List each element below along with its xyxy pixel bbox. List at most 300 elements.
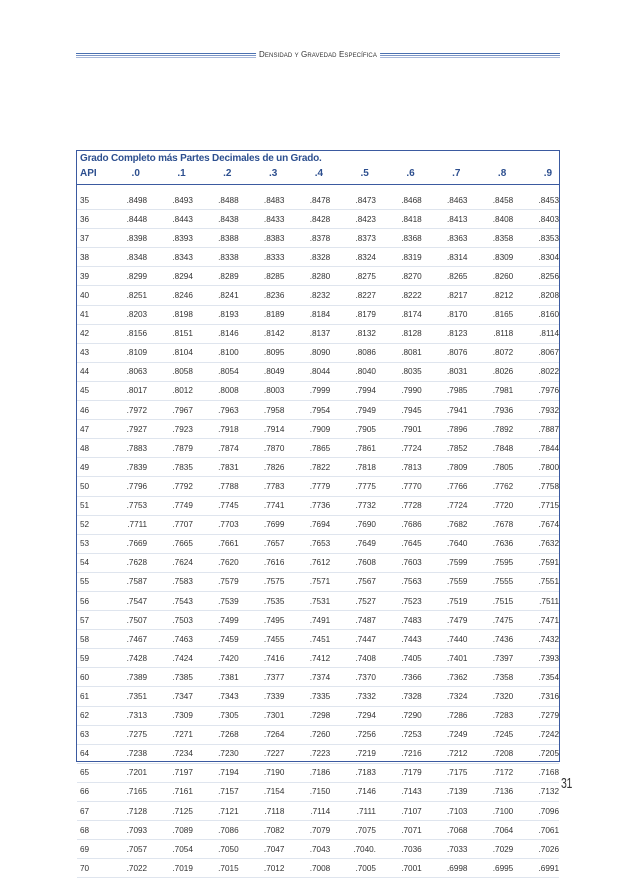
- value-cell: .8203: [126, 310, 148, 320]
- value-cell: .7745: [218, 501, 239, 511]
- value-cell: .7290: [401, 711, 422, 721]
- value-cell: .7047: [263, 844, 285, 854]
- table-row: [77, 573, 559, 592]
- value-cell: .7301: [263, 711, 285, 721]
- value-cell: .8418: [401, 214, 422, 224]
- value-cell: .7440: [446, 634, 468, 644]
- value-cell: .8142: [263, 329, 285, 339]
- table-row: [77, 745, 559, 764]
- value-cell: .7050: [218, 844, 239, 854]
- value-cell: .7089: [172, 825, 193, 835]
- value-cell: .8151: [172, 329, 193, 339]
- value-cell: .8373: [355, 233, 376, 243]
- value-cell: .7736: [309, 501, 331, 511]
- api-grade-cell: 59: [80, 653, 90, 663]
- value-cell: .7033: [446, 844, 468, 854]
- value-cell: .7678: [492, 520, 514, 530]
- value-cell: .7370: [355, 672, 376, 682]
- value-cell: .7264: [263, 730, 285, 740]
- header-title: Densidad y Gravedad Específica: [256, 50, 380, 59]
- value-cell: .7320: [492, 691, 514, 701]
- value-cell: .7401: [446, 653, 468, 663]
- value-cell: .7758: [538, 481, 560, 491]
- value-cell: .7686: [401, 520, 422, 530]
- value-cell: .8251: [126, 291, 148, 301]
- api-grade-cell: 45: [80, 386, 90, 396]
- value-cell: .7661: [218, 539, 239, 549]
- value-cell: .7186: [309, 768, 331, 778]
- value-cell: .7711: [127, 520, 148, 530]
- value-cell: .8413: [446, 214, 468, 224]
- value-cell: .8403: [538, 214, 560, 224]
- api-grade-cell: 65: [80, 768, 90, 778]
- value-cell: .7443: [401, 634, 422, 644]
- table-row: [77, 191, 559, 210]
- api-grade-cell: 62: [80, 711, 90, 721]
- table-row: [77, 821, 559, 840]
- api-grade-cell: 64: [80, 749, 90, 759]
- value-cell: .7230: [218, 749, 239, 759]
- value-cell: .8184: [309, 310, 331, 320]
- page-header: [76, 50, 560, 64]
- value-cell: .8368: [401, 233, 422, 243]
- api-grade-cell: 50: [80, 481, 90, 491]
- value-cell: .7015: [218, 863, 239, 873]
- value-cell: .7428: [126, 653, 148, 663]
- value-cell: .8193: [218, 310, 239, 320]
- value-cell: .8026: [492, 367, 514, 377]
- value-cell: .7732: [355, 501, 376, 511]
- api-grade-cell: 49: [80, 462, 90, 472]
- value-cell: .7539: [218, 596, 239, 606]
- value-cell: .7154: [263, 787, 285, 797]
- value-cell: .8044: [309, 367, 331, 377]
- api-grade-cell: 46: [80, 405, 90, 415]
- value-cell: .7183: [355, 768, 376, 778]
- value-cell: .7114: [310, 806, 331, 816]
- value-cell: .8463: [446, 195, 468, 205]
- value-cell: .7800: [538, 462, 560, 472]
- value-cell: .7972: [126, 405, 148, 415]
- value-cell: .7107: [401, 806, 422, 816]
- value-cell: .7896: [446, 424, 468, 434]
- value-cell: .7499: [218, 615, 239, 625]
- value-cell: .7753: [126, 501, 148, 511]
- value-cell: .6991: [538, 863, 560, 873]
- value-cell: .7892: [492, 424, 514, 434]
- value-cell: .8170: [446, 310, 468, 320]
- value-cell: .7036: [401, 844, 422, 854]
- value-cell: .7238: [126, 749, 148, 759]
- value-cell: .7397: [492, 653, 514, 663]
- value-cell: .7219: [355, 749, 376, 759]
- value-cell: .8428: [309, 214, 331, 224]
- api-grade-cell: 36: [80, 214, 90, 224]
- table-row: [77, 344, 559, 363]
- value-cell: .7583: [172, 577, 193, 587]
- value-cell: .7567: [355, 577, 376, 587]
- page-number: 31: [561, 775, 572, 792]
- value-cell: .7945: [401, 405, 422, 415]
- value-cell: .7483: [401, 615, 422, 625]
- value-cell: .7883: [126, 443, 148, 453]
- table-row: [77, 554, 559, 573]
- value-cell: .7005: [355, 863, 376, 873]
- value-cell: .8054: [218, 367, 239, 377]
- value-cell: .7595: [492, 558, 514, 568]
- value-cell: .8104: [172, 348, 193, 358]
- value-cell: .7385: [172, 672, 193, 682]
- api-grade-cell: 63: [80, 730, 90, 740]
- value-cell: .8067: [538, 348, 560, 358]
- value-cell: .7657: [263, 539, 285, 549]
- value-cell: .7620: [218, 558, 239, 568]
- value-cell: .8040: [355, 367, 376, 377]
- value-cell: .8246: [172, 291, 193, 301]
- value-cell: .7523: [401, 596, 422, 606]
- value-cell: .7216: [401, 749, 422, 759]
- table-row: [77, 802, 559, 821]
- table-row: [77, 363, 559, 382]
- value-cell: .8160: [538, 310, 560, 320]
- api-grade-cell: 61: [80, 691, 90, 701]
- value-cell: .7245: [492, 730, 514, 740]
- api-grade-cell: 48: [80, 443, 90, 453]
- value-cell: .8433: [263, 214, 285, 224]
- value-cell: .7551: [538, 577, 560, 587]
- table-row: [77, 592, 559, 611]
- value-cell: .7874: [218, 443, 239, 453]
- value-cell: .7645: [401, 539, 422, 549]
- value-cell: .8132: [355, 329, 376, 339]
- table-row: [77, 477, 559, 496]
- value-cell: .7507: [126, 615, 148, 625]
- api-grade-cell: 40: [80, 291, 90, 301]
- value-cell: .7932: [538, 405, 560, 415]
- value-cell: .8324: [355, 252, 376, 262]
- value-cell: .8146: [218, 329, 239, 339]
- value-cell: .8473: [355, 195, 376, 205]
- value-cell: .7279: [538, 711, 560, 721]
- table-row: [77, 726, 559, 745]
- table-row: [77, 668, 559, 687]
- value-cell: .7579: [218, 577, 239, 587]
- table-caption: Grado Completo más Partes Decimales de un Grado.: [80, 153, 322, 164]
- value-cell: .8353: [538, 233, 560, 243]
- api-grade-cell: 38: [80, 252, 90, 262]
- value-cell: .7923: [172, 424, 193, 434]
- value-cell: .7064: [492, 825, 514, 835]
- table-header-row: [77, 166, 559, 182]
- table-row: [77, 840, 559, 859]
- value-cell: .8086: [355, 348, 376, 358]
- table-row: [77, 630, 559, 649]
- value-cell: .7412: [309, 653, 331, 663]
- value-cell: .7022: [126, 863, 148, 873]
- value-cell: .7519: [446, 596, 468, 606]
- value-cell: .8081: [401, 348, 422, 358]
- density-table: [76, 150, 560, 873]
- column-header: .3: [268, 168, 278, 179]
- value-cell: .8241: [218, 291, 239, 301]
- table-row: [77, 516, 559, 535]
- value-cell: .7354: [538, 672, 560, 682]
- value-cell: .7136: [492, 787, 514, 797]
- value-cell: .7256: [355, 730, 376, 740]
- value-cell: .7649: [355, 539, 376, 549]
- value-cell: .7459: [218, 634, 239, 644]
- value-cell: .7491: [309, 615, 331, 625]
- value-cell: .7168: [538, 768, 560, 778]
- value-cell: .7190: [263, 768, 285, 778]
- value-cell: .7305: [218, 711, 239, 721]
- table-row: [77, 458, 559, 477]
- value-cell: .8319: [401, 252, 422, 262]
- value-cell: .7741: [263, 501, 285, 511]
- value-cell: .7914: [263, 424, 285, 434]
- value-cell: .7054: [172, 844, 193, 854]
- value-cell: .7495: [263, 615, 285, 625]
- value-cell: .8453: [538, 195, 560, 205]
- value-cell: .7179: [401, 768, 422, 778]
- value-cell: .7040.: [353, 844, 376, 854]
- value-cell: .7905: [355, 424, 376, 434]
- value-cell: .7463: [172, 634, 193, 644]
- value-cell: .7227: [263, 749, 285, 759]
- value-cell: .7571: [309, 577, 331, 587]
- column-header: .8: [497, 168, 507, 179]
- value-cell: .8063: [126, 367, 148, 377]
- value-cell: .7967: [172, 405, 193, 415]
- value-cell: .7547: [126, 596, 148, 606]
- value-cell: .7707: [172, 520, 193, 530]
- value-cell: .7071: [401, 825, 422, 835]
- value-cell: .7286: [446, 711, 468, 721]
- value-cell: .7467: [126, 634, 148, 644]
- value-cell: .7043: [309, 844, 331, 854]
- value-cell: .7358: [492, 672, 514, 682]
- value-cell: .8090: [309, 348, 331, 358]
- api-grade-cell: 51: [80, 501, 90, 511]
- api-grade-cell: 42: [80, 329, 90, 339]
- value-cell: .7616: [263, 558, 285, 568]
- value-cell: .7479: [446, 615, 468, 625]
- value-cell: .7175: [446, 768, 468, 778]
- column-header: .9: [543, 168, 553, 179]
- value-cell: .7416: [263, 653, 285, 663]
- value-cell: .7636: [492, 539, 514, 549]
- value-cell: .8270: [401, 271, 422, 281]
- table-row: [77, 286, 559, 305]
- value-cell: .7234: [172, 749, 193, 759]
- value-cell: .7194: [218, 768, 239, 778]
- value-cell: .7775: [355, 481, 376, 491]
- value-cell: .7389: [126, 672, 148, 682]
- value-cell: .8189: [263, 310, 285, 320]
- value-cell: .7146: [355, 787, 376, 797]
- api-grade-cell: 44: [80, 367, 90, 377]
- value-cell: .7822: [309, 462, 331, 472]
- api-grade-cell: 52: [80, 520, 90, 530]
- value-cell: .7985: [446, 386, 468, 396]
- value-cell: .7591: [538, 558, 560, 568]
- value-cell: .7103: [446, 806, 468, 816]
- value-cell: .7208: [492, 749, 514, 759]
- value-cell: .7826: [263, 462, 285, 472]
- column-header: .2: [223, 168, 232, 179]
- value-cell: .7720: [492, 501, 514, 511]
- value-cell: .7835: [172, 462, 193, 472]
- table-row: [77, 420, 559, 439]
- value-cell: .7275: [126, 730, 148, 740]
- value-cell: .7728: [401, 501, 422, 511]
- value-cell: .7994: [355, 386, 376, 396]
- value-cell: .8478: [309, 195, 331, 205]
- table-row: [77, 687, 559, 706]
- value-cell: .7351: [126, 691, 148, 701]
- value-cell: .7086: [218, 825, 239, 835]
- value-cell: .8165: [492, 310, 514, 320]
- value-cell: .8488: [218, 195, 239, 205]
- value-cell: .7260: [309, 730, 331, 740]
- value-cell: .8114: [539, 329, 560, 339]
- value-cell: .7118: [264, 806, 285, 816]
- value-cell: .7157: [218, 787, 239, 797]
- table-row: [77, 267, 559, 286]
- table-row: [77, 497, 559, 516]
- value-cell: .8123: [446, 329, 468, 339]
- value-cell: .8493: [172, 195, 193, 205]
- value-cell: .7665: [172, 539, 193, 549]
- value-cell: .7026: [538, 844, 560, 854]
- value-cell: .7393: [538, 653, 560, 663]
- value-cell: .8309: [492, 252, 514, 262]
- value-cell: .7366: [401, 672, 422, 682]
- value-cell: .7839: [126, 462, 148, 472]
- value-cell: .8232: [309, 291, 331, 301]
- value-cell: .8128: [401, 329, 422, 339]
- value-cell: .7408: [355, 653, 376, 663]
- value-cell: .7432: [538, 634, 560, 644]
- value-cell: .7715: [538, 501, 560, 511]
- value-cell: .8299: [126, 271, 148, 281]
- value-cell: .8388: [218, 233, 239, 243]
- value-cell: .7128: [126, 806, 148, 816]
- value-cell: .7909: [309, 424, 331, 434]
- value-cell: .7100: [492, 806, 514, 816]
- api-grade-cell: 67: [80, 806, 90, 816]
- value-cell: .8035: [401, 367, 422, 377]
- table-row: [77, 439, 559, 458]
- value-cell: .7324: [446, 691, 468, 701]
- value-cell: .7096: [538, 806, 560, 816]
- value-cell: .6995: [492, 863, 514, 873]
- value-cell: .7954: [309, 405, 331, 415]
- column-header-api: API: [80, 168, 97, 179]
- table-row: [77, 325, 559, 344]
- value-cell: .7313: [126, 711, 148, 721]
- value-cell: .7653: [309, 539, 331, 549]
- value-cell: .7766: [446, 481, 468, 491]
- value-cell: .7165: [126, 787, 148, 797]
- value-cell: .7253: [401, 730, 422, 740]
- value-cell: .8049: [263, 367, 285, 377]
- value-cell: .7381: [218, 672, 239, 682]
- value-cell: .8275: [355, 271, 376, 281]
- value-cell: .7511: [539, 596, 560, 606]
- value-cell: .8156: [126, 329, 148, 339]
- value-cell: .7012: [263, 863, 285, 873]
- value-cell: .8378: [309, 233, 331, 243]
- value-cell: .7475: [492, 615, 514, 625]
- value-cell: .7852: [446, 443, 468, 453]
- table-row: [77, 401, 559, 420]
- value-cell: .7608: [355, 558, 376, 568]
- api-grade-cell: 39: [80, 271, 90, 281]
- value-cell: .8076: [446, 348, 468, 358]
- value-cell: .7963: [218, 405, 239, 415]
- value-cell: .7132: [538, 787, 560, 797]
- value-cell: .7316: [538, 691, 560, 701]
- value-cell: .7813: [401, 462, 422, 472]
- value-cell: .8468: [401, 195, 422, 205]
- table-row: [77, 707, 559, 726]
- value-cell: .7870: [263, 443, 285, 453]
- value-cell: .7805: [492, 462, 514, 472]
- value-cell: .8343: [172, 252, 193, 262]
- value-cell: .7343: [218, 691, 239, 701]
- value-cell: .8256: [538, 271, 560, 281]
- value-cell: .8003: [263, 386, 285, 396]
- table-row: [77, 210, 559, 229]
- value-cell: .7271: [172, 730, 193, 740]
- api-grade-cell: 43: [80, 348, 90, 358]
- api-grade-cell: 54: [80, 558, 90, 568]
- value-cell: .8198: [172, 310, 193, 320]
- value-cell: .7724: [401, 443, 422, 453]
- value-cell: .8398: [126, 233, 148, 243]
- table-row: [77, 535, 559, 554]
- value-cell: .8383: [263, 233, 285, 243]
- value-cell: .7150: [309, 787, 331, 797]
- value-cell: .7669: [126, 539, 148, 549]
- value-cell: .8304: [538, 252, 560, 262]
- table-body: [77, 191, 559, 878]
- value-cell: .7424: [172, 653, 193, 663]
- column-header: .5: [360, 168, 369, 179]
- value-cell: .8017: [126, 386, 148, 396]
- value-cell: .8443: [172, 214, 193, 224]
- value-cell: .8314: [446, 252, 468, 262]
- value-cell: .7792: [172, 481, 193, 491]
- value-cell: .8260: [492, 271, 514, 281]
- api-grade-cell: 35: [80, 195, 90, 205]
- value-cell: .7694: [309, 520, 331, 530]
- value-cell: .7205: [538, 749, 560, 759]
- value-cell: .8408: [492, 214, 514, 224]
- api-grade-cell: 56: [80, 596, 90, 606]
- api-grade-cell: 68: [80, 825, 90, 835]
- value-cell: .7770: [401, 481, 422, 491]
- table-row: [77, 611, 559, 630]
- api-grade-cell: 66: [80, 787, 90, 797]
- value-cell: .8208: [538, 291, 560, 301]
- value-cell: .7335: [309, 691, 331, 701]
- value-cell: .7603: [401, 558, 422, 568]
- value-cell: .8423: [355, 214, 376, 224]
- value-cell: .7377: [263, 672, 285, 682]
- value-cell: .8179: [355, 310, 376, 320]
